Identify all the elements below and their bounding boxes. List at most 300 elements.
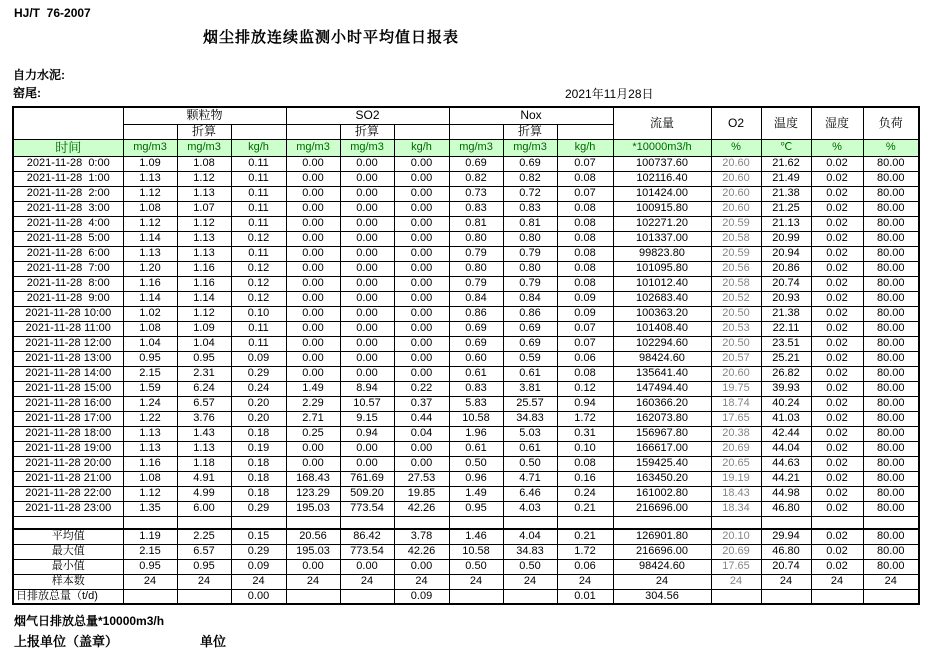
value-cell: 1.59 (123, 381, 177, 396)
value-cell: 773.54 (340, 544, 394, 559)
value-cell: 19.75 (711, 381, 761, 396)
value-cell: 0.00 (286, 201, 340, 216)
value-cell: 20.69 (711, 544, 761, 559)
time-cell: 2021-11-28 10:00 (13, 306, 123, 321)
value-cell: 0.94 (340, 426, 394, 441)
value-cell: 0.00 (340, 351, 394, 366)
value-cell: 162073.80 (613, 411, 711, 426)
value-cell: 0.00 (394, 261, 449, 276)
value-cell: 0.04 (394, 426, 449, 441)
value-cell: 101012.40 (613, 276, 711, 291)
value-cell: 5.83 (449, 396, 503, 411)
value-cell: 0.00 (286, 366, 340, 381)
value-cell: 0.72 (503, 186, 557, 201)
value-cell: 20.74 (761, 559, 811, 574)
value-cell: 23.51 (761, 336, 811, 351)
value-cell: 0.00 (394, 559, 449, 574)
value-cell: 0.08 (557, 171, 613, 186)
value-cell: 20.57 (711, 351, 761, 366)
value-cell: 0.82 (449, 171, 503, 186)
empty-cell (503, 516, 557, 529)
value-cell: 0.50 (503, 559, 557, 574)
value-cell: 1.09 (177, 321, 231, 336)
value-cell: 0.18 (231, 456, 286, 471)
value-cell: 0.00 (340, 216, 394, 231)
value-cell: 80.00 (863, 426, 919, 441)
value-cell: 0.37 (394, 396, 449, 411)
value-cell: 24 (613, 574, 711, 589)
value-cell: 20.60 (711, 171, 761, 186)
table-row (13, 471, 919, 486)
table-row (13, 291, 919, 306)
value-cell: 0.02 (811, 156, 863, 171)
table-row (13, 486, 919, 501)
value-cell: 0.95 (177, 351, 231, 366)
value-cell: 0.11 (231, 216, 286, 231)
value-cell: 0.02 (811, 381, 863, 396)
value-cell: 0.00 (286, 336, 340, 351)
value-cell: 6.46 (503, 486, 557, 501)
value-cell: 0.16 (557, 471, 613, 486)
value-cell: 0.00 (394, 171, 449, 186)
unit-cell: ℃ (761, 139, 811, 156)
value-cell: 24 (231, 574, 286, 589)
value-cell: 20.60 (711, 201, 761, 216)
value-cell: 27.53 (394, 471, 449, 486)
value-cell: 0.79 (503, 276, 557, 291)
value-cell: 0.00 (286, 156, 340, 171)
value-cell: 1.20 (123, 261, 177, 276)
value-cell: 0.80 (503, 231, 557, 246)
value-cell: 0.00 (394, 246, 449, 261)
value-cell: 0.24 (231, 381, 286, 396)
value-cell: 80.00 (863, 381, 919, 396)
value-cell: 0.02 (811, 441, 863, 456)
value-cell: 126901.80 (613, 529, 711, 544)
value-cell (761, 589, 811, 604)
value-cell: 0.01 (557, 589, 613, 604)
value-cell: 0.00 (394, 321, 449, 336)
value-cell: 0.02 (811, 471, 863, 486)
value-cell: 1.09 (123, 156, 177, 171)
value-cell: 101408.40 (613, 321, 711, 336)
value-cell: 0.08 (557, 201, 613, 216)
value-cell: 0.02 (811, 276, 863, 291)
value-cell: 1.12 (123, 486, 177, 501)
value-cell: 24 (503, 574, 557, 589)
value-cell: 0.00 (340, 231, 394, 246)
value-cell: 0.83 (449, 201, 503, 216)
time-cell: 2021-11-28 14:00 (13, 366, 123, 381)
value-cell: 0.08 (557, 231, 613, 246)
empty-cell (123, 124, 177, 139)
value-cell: 773.54 (340, 501, 394, 516)
value-cell: 0.00 (340, 156, 394, 171)
value-cell: 0.11 (231, 186, 286, 201)
value-cell: 20.50 (711, 306, 761, 321)
value-cell: 0.07 (557, 336, 613, 351)
report-date: 2021年11月28日 (565, 87, 654, 101)
value-cell: 0.79 (449, 246, 503, 261)
value-cell: 1.12 (123, 186, 177, 201)
table-row (13, 276, 919, 291)
table-row (13, 231, 919, 246)
value-cell: 98424.60 (613, 351, 711, 366)
value-cell: 5.03 (503, 426, 557, 441)
value-cell (123, 589, 177, 604)
value-cell: 0.24 (557, 486, 613, 501)
time-cell: 2021-11-28 0:00 (13, 156, 123, 171)
value-cell: 80.00 (863, 529, 919, 544)
value-cell: 0.00 (340, 306, 394, 321)
summary-rows (13, 529, 919, 604)
table-row (13, 411, 919, 426)
value-cell: 0.11 (231, 321, 286, 336)
value-cell: 0.60 (449, 351, 503, 366)
value-cell: 1.12 (177, 306, 231, 321)
converted-label-pm: 折算 (177, 124, 231, 139)
value-cell: 1.04 (123, 336, 177, 351)
value-cell: 0.02 (811, 186, 863, 201)
value-cell: 1.49 (286, 381, 340, 396)
value-cell: 1.12 (177, 171, 231, 186)
value-cell: 0.06 (557, 351, 613, 366)
value-cell: 102116.40 (613, 171, 711, 186)
unit-cell: mg/m3 (177, 139, 231, 156)
value-cell: 1.96 (449, 426, 503, 441)
value-cell: 216696.00 (613, 544, 711, 559)
value-cell: 0.02 (811, 246, 863, 261)
separator-row (13, 516, 919, 529)
page-title: 烟尘排放连续监测小时平均值日报表 (202, 29, 460, 46)
empty-cell (557, 516, 613, 529)
table-row (13, 559, 919, 574)
value-cell: 0.07 (557, 156, 613, 171)
value-cell: 0.69 (449, 336, 503, 351)
value-cell: 0.00 (286, 186, 340, 201)
value-cell: 0.07 (557, 186, 613, 201)
table-row (13, 171, 919, 186)
value-cell: 102683.40 (613, 291, 711, 306)
value-cell: 0.00 (286, 216, 340, 231)
value-cell: 20.59 (711, 216, 761, 231)
value-cell: 0.02 (811, 231, 863, 246)
value-cell: 0.00 (286, 559, 340, 574)
value-cell: 1.13 (123, 441, 177, 456)
table-row (13, 351, 919, 366)
value-cell: 0.00 (394, 306, 449, 321)
table-row (13, 261, 919, 276)
value-cell: 20.94 (761, 246, 811, 261)
value-cell: 135641.40 (613, 366, 711, 381)
value-cell: 0.21 (557, 501, 613, 516)
time-cell: 2021-11-28 6:00 (13, 246, 123, 261)
value-cell: 0.00 (340, 366, 394, 381)
value-cell: 1.13 (177, 186, 231, 201)
value-cell: 0.80 (503, 261, 557, 276)
value-cell: 20.65 (711, 456, 761, 471)
value-cell: 80.00 (863, 231, 919, 246)
value-cell: 0.82 (503, 171, 557, 186)
value-cell: 2.15 (123, 544, 177, 559)
value-cell: 0.00 (286, 261, 340, 276)
time-cell: 2021-11-28 7:00 (13, 261, 123, 276)
value-cell: 25.57 (503, 396, 557, 411)
value-cell: 0.02 (811, 306, 863, 321)
value-cell: 0.00 (394, 336, 449, 351)
value-cell: 1.43 (177, 426, 231, 441)
table-row (13, 156, 919, 171)
value-cell: 100915.80 (613, 201, 711, 216)
value-cell: 1.12 (177, 216, 231, 231)
value-cell: 1.16 (177, 261, 231, 276)
standard-code: HJ/T 76-2007 (14, 6, 91, 20)
value-cell: 80.00 (863, 171, 919, 186)
table-row (13, 306, 919, 321)
value-cell: 99823.80 (613, 246, 711, 261)
value-cell: 1.16 (123, 456, 177, 471)
value-cell: 0.02 (811, 456, 863, 471)
value-cell: 0.20 (231, 396, 286, 411)
value-cell: 0.08 (557, 246, 613, 261)
value-cell: 102271.20 (613, 216, 711, 231)
value-cell: 0.83 (503, 201, 557, 216)
empty-cell (13, 516, 123, 529)
value-cell: 0.02 (811, 321, 863, 336)
value-cell: 0.50 (449, 456, 503, 471)
value-cell: 0.00 (394, 366, 449, 381)
value-cell: 1.14 (123, 231, 177, 246)
value-cell: 0.00 (340, 441, 394, 456)
value-cell: 42.44 (761, 426, 811, 441)
col-header-o2: O2 (711, 107, 761, 139)
value-cell: 80.00 (863, 559, 919, 574)
value-cell: 0.02 (811, 171, 863, 186)
value-cell: 0.95 (123, 559, 177, 574)
value-cell: 0.12 (231, 276, 286, 291)
value-cell: 0.02 (811, 366, 863, 381)
value-cell: 0.00 (286, 456, 340, 471)
value-cell: 80.00 (863, 201, 919, 216)
value-cell: 0.09 (557, 291, 613, 306)
value-cell: 6.00 (177, 501, 231, 516)
time-cell: 2021-11-28 5:00 (13, 231, 123, 246)
value-cell: 0.02 (811, 501, 863, 516)
table-row (13, 441, 919, 456)
value-cell: 0.09 (394, 589, 449, 604)
value-cell: 0.80 (449, 261, 503, 276)
value-cell: 0.61 (503, 366, 557, 381)
value-cell: 0.07 (557, 321, 613, 336)
value-cell: 0.00 (340, 276, 394, 291)
value-cell: 0.50 (503, 456, 557, 471)
table-row (13, 216, 919, 231)
value-cell: 3.81 (503, 381, 557, 396)
value-cell: 80.00 (863, 441, 919, 456)
time-cell: 2021-11-28 1:00 (13, 171, 123, 186)
value-cell: 0.11 (231, 336, 286, 351)
value-cell: 0.02 (811, 529, 863, 544)
value-cell: 0.29 (231, 501, 286, 516)
value-cell: 0.00 (394, 351, 449, 366)
value-cell: 0.00 (340, 246, 394, 261)
col-group-pm: 颗粒物 (123, 107, 286, 124)
table-row (13, 544, 919, 559)
value-cell: 3.78 (394, 529, 449, 544)
value-cell: 0.02 (811, 426, 863, 441)
empty-cell (449, 124, 503, 139)
value-cell (711, 589, 761, 604)
value-cell: 0.83 (449, 381, 503, 396)
value-cell: 1.46 (449, 529, 503, 544)
value-cell: 4.71 (503, 471, 557, 486)
value-cell: 0.79 (449, 276, 503, 291)
empty-cell (286, 516, 340, 529)
value-cell: 20.56 (286, 529, 340, 544)
value-cell: 0.11 (231, 156, 286, 171)
empty-cell (286, 124, 340, 139)
value-cell: 1.13 (123, 246, 177, 261)
value-cell: 0.18 (231, 426, 286, 441)
empty-cell (449, 516, 503, 529)
time-cell: 2021-11-28 17:00 (13, 411, 123, 426)
value-cell: 0.00 (340, 171, 394, 186)
value-cell: 20.10 (711, 529, 761, 544)
value-cell: 1.08 (123, 201, 177, 216)
value-cell: 161002.80 (613, 486, 711, 501)
value-cell: 0.00 (394, 216, 449, 231)
value-cell: 0.69 (503, 336, 557, 351)
value-cell: 0.02 (811, 261, 863, 276)
value-cell: 22.11 (761, 321, 811, 336)
value-cell: 0.69 (503, 156, 557, 171)
empty-cell (761, 516, 811, 529)
value-cell: 21.25 (761, 201, 811, 216)
value-cell: 0.10 (557, 441, 613, 456)
value-cell: 21.38 (761, 306, 811, 321)
value-cell: 0.79 (503, 246, 557, 261)
value-cell: 100737.60 (613, 156, 711, 171)
header-group-row (13, 107, 919, 124)
value-cell: 1.08 (123, 321, 177, 336)
value-cell: 20.99 (761, 231, 811, 246)
value-cell: 0.12 (231, 261, 286, 276)
value-cell: 44.98 (761, 486, 811, 501)
value-cell: 80.00 (863, 544, 919, 559)
value-cell: 29.94 (761, 529, 811, 544)
value-cell: 17.65 (711, 559, 761, 574)
value-cell: 4.99 (177, 486, 231, 501)
value-cell: 80.00 (863, 321, 919, 336)
value-cell (286, 589, 340, 604)
col-header-flow: 流量 (613, 107, 711, 139)
summary-label: 样本数 (13, 574, 123, 589)
value-cell: 44.63 (761, 456, 811, 471)
converted-label-nox: 折算 (503, 124, 557, 139)
value-cell: 80.00 (863, 336, 919, 351)
value-cell: 0.95 (123, 351, 177, 366)
time-cell: 2021-11-28 8:00 (13, 276, 123, 291)
converted-label-so2: 折算 (340, 124, 394, 139)
value-cell: 80.00 (863, 276, 919, 291)
value-cell: 21.13 (761, 216, 811, 231)
value-cell: 166617.00 (613, 441, 711, 456)
col-group-nox: Nox (449, 107, 613, 124)
value-cell: 80.00 (863, 486, 919, 501)
value-cell (177, 589, 231, 604)
value-cell: 21.38 (761, 186, 811, 201)
value-cell: 1.13 (177, 441, 231, 456)
value-cell: 1.14 (123, 291, 177, 306)
value-cell: 1.16 (177, 276, 231, 291)
value-cell: 17.65 (711, 411, 761, 426)
summary-label: 日排放总量（t/d) (13, 589, 123, 604)
table-row (13, 396, 919, 411)
value-cell: 0.73 (449, 186, 503, 201)
value-cell: 80.00 (863, 156, 919, 171)
value-cell: 0.15 (231, 529, 286, 544)
value-cell: 0.50 (449, 559, 503, 574)
value-cell: 0.02 (811, 559, 863, 574)
value-cell: 0.09 (231, 559, 286, 574)
table-row (13, 529, 919, 544)
table-row (13, 501, 919, 516)
value-cell: 20.53 (711, 321, 761, 336)
value-cell: 0.69 (449, 321, 503, 336)
value-cell: 147494.40 (613, 381, 711, 396)
footer-total-note: 烟气日排放总量*10000m3/h (14, 614, 165, 628)
time-cell: 2021-11-28 4:00 (13, 216, 123, 231)
unit-cell: mg/m3 (123, 139, 177, 156)
value-cell: 163450.20 (613, 471, 711, 486)
unit-cell: kg/h (231, 139, 286, 156)
table-row (13, 456, 919, 471)
value-cell: 86.42 (340, 529, 394, 544)
value-cell: 40.24 (761, 396, 811, 411)
value-cell: 24 (711, 574, 761, 589)
value-cell: 101337.00 (613, 231, 711, 246)
value-cell: 101424.00 (613, 186, 711, 201)
value-cell: 0.00 (340, 321, 394, 336)
value-cell: 0.21 (557, 529, 613, 544)
value-cell: 80.00 (863, 456, 919, 471)
value-cell (503, 589, 557, 604)
value-cell (863, 589, 919, 604)
value-cell: 41.03 (761, 411, 811, 426)
value-cell: 2.31 (177, 366, 231, 381)
value-cell: 0.12 (231, 291, 286, 306)
value-cell: 21.49 (761, 171, 811, 186)
value-cell: 44.04 (761, 441, 811, 456)
value-cell: 0.00 (340, 261, 394, 276)
time-cell: 2021-11-28 3:00 (13, 201, 123, 216)
value-cell: 0.00 (394, 186, 449, 201)
value-cell: 1.02 (123, 306, 177, 321)
table-row (13, 186, 919, 201)
value-cell: 20.50 (711, 336, 761, 351)
value-cell: 0.02 (811, 336, 863, 351)
value-cell: 0.11 (231, 201, 286, 216)
value-cell: 6.57 (177, 544, 231, 559)
value-cell: 1.08 (177, 156, 231, 171)
value-cell: 1.07 (177, 201, 231, 216)
value-cell: 1.04 (177, 336, 231, 351)
value-cell: 2.71 (286, 411, 340, 426)
value-cell: 0.00 (340, 559, 394, 574)
value-cell: 0.02 (811, 291, 863, 306)
value-cell: 80.00 (863, 186, 919, 201)
value-cell: 80.00 (863, 291, 919, 306)
